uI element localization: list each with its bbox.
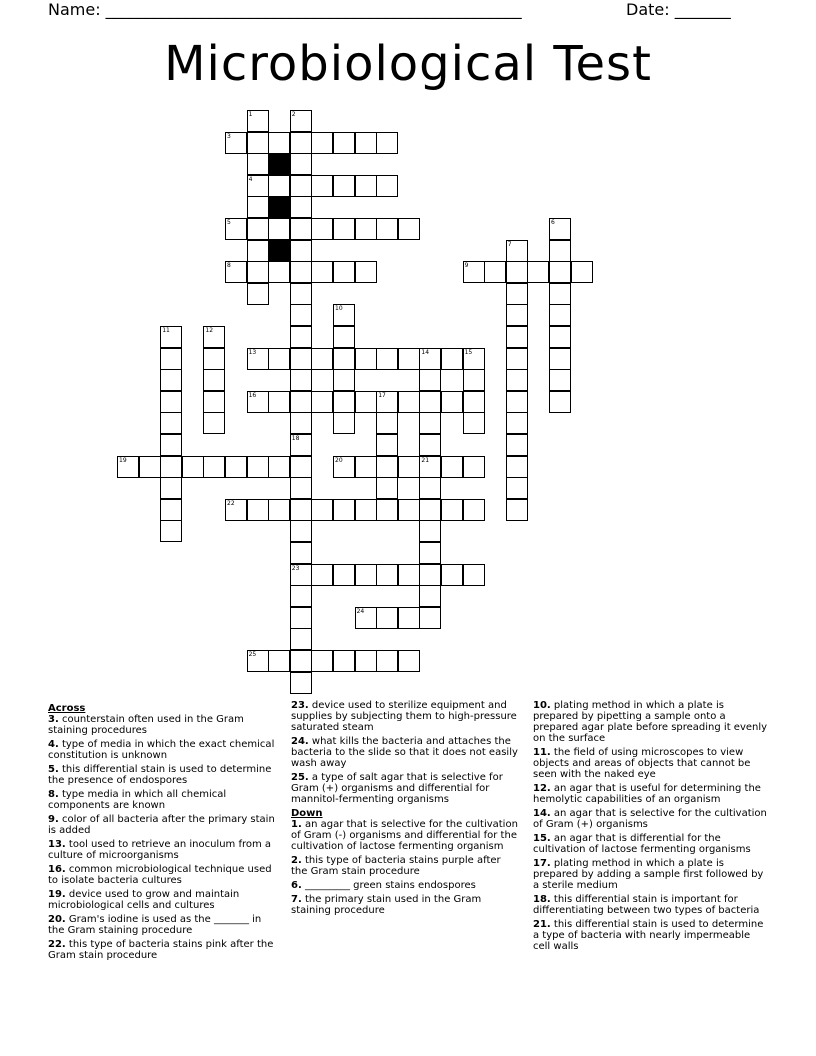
crossword-cell[interactable] (506, 283, 528, 305)
crossword-cell[interactable] (333, 391, 355, 413)
clue-number: 16. (48, 864, 66, 875)
cell-number: 19 (119, 456, 127, 464)
cell-number: 13 (248, 348, 257, 356)
crossword-cell[interactable] (419, 542, 441, 564)
clue-text: an agar that is selective for the cultivation of Gram (+) organisms (533, 808, 767, 830)
crossword-cell[interactable] (333, 650, 355, 672)
crossword-cell[interactable] (160, 456, 182, 478)
crossword-cell[interactable] (333, 132, 355, 154)
clue-item (533, 858, 769, 891)
crossword-cell[interactable] (398, 218, 420, 240)
crossword-cell[interactable] (376, 564, 398, 586)
cell-number: 9 (464, 262, 469, 270)
crossword-cell[interactable] (268, 218, 290, 240)
clue-text: an agar that is selective for the cultivation of Gram (-) organisms and differential for the cultivation of lactose fermenting organism (291, 819, 518, 852)
crossword-cell[interactable] (311, 348, 333, 370)
clue-number: 22. (48, 939, 66, 950)
clue-text: the field of using microscopes to view objects and areas of objects that cannot be seen with the naked eye (533, 747, 751, 780)
crossword-cell[interactable] (247, 175, 269, 197)
crossword-cell[interactable] (419, 348, 441, 370)
clue-number: 5. (48, 764, 59, 775)
clue-item (48, 939, 276, 961)
crossword-cell[interactable] (311, 391, 333, 413)
crossword-cell[interactable] (355, 456, 377, 478)
clue-item (533, 894, 769, 916)
clue-text: color of all bacteria after the primary stain is added (48, 814, 275, 836)
crossword-cell[interactable] (333, 304, 355, 326)
crossword-cell[interactable] (290, 175, 312, 197)
clue-text: tool used to retrieve an inoculum from a culture of microorganisms (48, 839, 272, 861)
crossword-cell[interactable] (290, 304, 312, 326)
crossword-cell[interactable] (290, 434, 312, 456)
crossword-cell[interactable] (506, 261, 528, 283)
crossword-block (268, 240, 290, 262)
clue-number: 8. (48, 789, 59, 800)
crossword-cell[interactable] (247, 110, 269, 132)
crossword-cell[interactable] (419, 520, 441, 542)
cell-number: 8 (227, 262, 231, 270)
cell-number: 5 (227, 219, 231, 226)
date-field-label[interactable]: Date: _______ (626, 0, 731, 19)
clue-number: 25. (291, 772, 309, 783)
crossword-cell[interactable] (355, 607, 377, 629)
crossword-cell[interactable] (484, 261, 506, 283)
crossword-cell[interactable] (290, 499, 312, 521)
crossword-cell[interactable] (225, 132, 247, 154)
crossword-cell[interactable] (463, 348, 485, 370)
crossword-cell[interactable] (160, 391, 182, 413)
crossword-cell[interactable] (398, 564, 420, 586)
crossword-cell[interactable] (290, 218, 312, 240)
crossword-cell[interactable] (506, 477, 528, 499)
crossword-cell[interactable] (225, 499, 247, 521)
clue-item (48, 814, 276, 836)
crossword-cell[interactable] (311, 499, 333, 521)
crossword-cell[interactable] (268, 499, 290, 521)
crossword-cell[interactable] (398, 607, 420, 629)
crossword-cell[interactable] (203, 412, 225, 434)
crossword-cell[interactable] (247, 153, 269, 175)
crossword-cell[interactable] (506, 456, 528, 478)
crossword-cell[interactable] (549, 348, 571, 370)
clue-item (291, 819, 519, 852)
crossword-cell[interactable] (160, 348, 182, 370)
cell-number: 10 (335, 305, 343, 313)
crossword-cell[interactable] (290, 672, 312, 694)
crossword-cell[interactable] (311, 132, 333, 154)
crossword-cell[interactable] (376, 218, 398, 240)
crossword-cell[interactable] (247, 132, 269, 154)
crossword-cell[interactable] (290, 607, 312, 629)
crossword-cell[interactable] (549, 304, 571, 326)
crossword-cell[interactable] (463, 369, 485, 391)
crossword-cell[interactable] (268, 348, 290, 370)
crossword-cell[interactable] (268, 261, 290, 283)
clue-item (533, 783, 769, 805)
clue-item (291, 880, 519, 891)
crossword-cell[interactable] (290, 261, 312, 283)
crossword-cell[interactable] (463, 391, 485, 413)
crossword-cell[interactable] (355, 218, 377, 240)
crossword-cell[interactable] (333, 326, 355, 348)
crossword-cell[interactable] (506, 348, 528, 370)
crossword-cell[interactable] (333, 499, 355, 521)
clue-item (291, 772, 519, 805)
crossword-cell[interactable] (290, 542, 312, 564)
clue-text: this type of bacteria stains purple after the Gram stain procedure (291, 855, 501, 877)
cell-number: 7 (507, 240, 512, 248)
cell-number: 16 (248, 391, 257, 399)
clue-text: this differential stain is important for differentiating between two types of bacteria (533, 894, 760, 916)
cell-number: 20 (335, 456, 343, 464)
crossword-cell[interactable] (268, 132, 290, 154)
clue-text: _________ green stains endospores (304, 880, 476, 891)
crossword-cell[interactable] (355, 564, 377, 586)
crossword-cell[interactable] (376, 132, 398, 154)
clue-item (533, 833, 769, 855)
crossword-cell[interactable] (290, 456, 312, 478)
cell-number: 24 (356, 607, 365, 615)
clue-number: 20. (48, 914, 66, 925)
crossword-cell[interactable] (419, 477, 441, 499)
clue-text: device used to grow and maintain microbiological cells and cultures (48, 889, 240, 911)
crossword-cell[interactable] (419, 391, 441, 413)
clue-number: 14. (533, 808, 551, 819)
crossword-cell[interactable] (290, 240, 312, 262)
crossword-cell[interactable] (247, 348, 269, 370)
crossword-cell[interactable] (463, 499, 485, 521)
crossword-cell[interactable] (225, 456, 247, 478)
clue-number: 10. (533, 700, 551, 711)
crossword-cell[interactable] (311, 261, 333, 283)
crossword-cell[interactable] (290, 153, 312, 175)
crossword-cell[interactable] (139, 456, 161, 478)
clue-text: this differential stain is used to determine a type of bacteria with nearly impermeable cell walls (533, 919, 764, 952)
crossword-cell[interactable] (225, 261, 247, 283)
crossword-cell[interactable] (333, 261, 355, 283)
crossword-cell[interactable] (290, 110, 312, 132)
crossword-cell[interactable] (441, 499, 463, 521)
clue-number: 13. (48, 839, 66, 850)
crossword-cell[interactable] (355, 650, 377, 672)
crossword-cell[interactable] (160, 477, 182, 499)
crossword-cell[interactable] (419, 585, 441, 607)
crossword-cell[interactable] (398, 348, 420, 370)
clue-text: Gram's iodine is used as the _______ in the Gram staining procedure (48, 914, 262, 936)
crossword-cell[interactable] (419, 412, 441, 434)
crossword-cell[interactable] (203, 369, 225, 391)
crossword-cell[interactable] (333, 218, 355, 240)
crossword-cell[interactable] (311, 564, 333, 586)
crossword-cell[interactable] (203, 348, 225, 370)
cell-number: 3 (227, 132, 231, 140)
crossword-cell[interactable] (506, 499, 528, 521)
crossword-cell[interactable] (333, 564, 355, 586)
crossword-cell[interactable] (376, 607, 398, 629)
crossword-cell[interactable] (203, 326, 225, 348)
crossword-cell[interactable] (333, 456, 355, 478)
clues-column-3 (533, 700, 769, 955)
crossword-cell[interactable] (160, 326, 182, 348)
clue-number: 21. (533, 919, 551, 930)
crossword-cell[interactable] (203, 456, 225, 478)
crossword-cell[interactable] (225, 218, 247, 240)
clue-text: plating method in which a plate is prepared by adding a sample first followed by a sterile medium (533, 858, 764, 891)
crossword-cell[interactable] (333, 369, 355, 391)
clue-text: common microbiological technique used to isolate bacteria cultures (48, 864, 272, 886)
crossword-cell[interactable] (355, 391, 377, 413)
down-heading: Down (291, 808, 323, 819)
clue-number: 18. (533, 894, 551, 905)
cell-number: 22 (227, 499, 235, 507)
clue-number: 12. (533, 783, 551, 794)
crossword-cell[interactable] (247, 283, 269, 305)
crossword-cell[interactable] (290, 196, 312, 218)
crossword-cell[interactable] (376, 650, 398, 672)
clue-item (533, 700, 769, 744)
crossword-cell[interactable] (355, 175, 377, 197)
clue-item (48, 764, 276, 786)
crossword-cell[interactable] (419, 564, 441, 586)
crossword-cell[interactable] (506, 434, 528, 456)
clue-number: 24. (291, 736, 309, 747)
crossword-cell[interactable] (376, 434, 398, 456)
crossword-cell[interactable] (247, 240, 269, 262)
cell-number: 23 (291, 564, 300, 572)
crossword-cell[interactable] (290, 391, 312, 413)
crossword-cell[interactable] (355, 132, 377, 154)
crossword-cell[interactable] (419, 499, 441, 521)
clue-text: type of media in which the exact chemical constitution is unknown (48, 739, 275, 761)
crossword-cell[interactable] (463, 456, 485, 478)
name-field-label[interactable]: Name: ____________________________________________________ (48, 0, 522, 19)
crossword-cell[interactable] (117, 456, 139, 478)
clue-number: 15. (533, 833, 551, 844)
clue-number: 23. (291, 700, 309, 711)
crossword-cell[interactable] (290, 564, 312, 586)
crossword-cell[interactable] (160, 434, 182, 456)
clue-number: 17. (533, 858, 551, 869)
clue-text: a type of salt agar that is selective for Gram (+) organisms and differential for mannitol-fermenting organisms (291, 772, 503, 805)
clue-item (533, 808, 769, 830)
crossword-cell[interactable] (182, 456, 204, 478)
crossword-cell[interactable] (355, 261, 377, 283)
cell-number: 25 (248, 651, 257, 658)
clue-item (48, 889, 276, 911)
across-heading: Across (48, 703, 86, 714)
crossword-cell[interactable] (463, 261, 485, 283)
crossword-cell[interactable] (506, 412, 528, 434)
clue-text: device used to sterilize equipment and supplies by subjecting them to high-pressure saturated steam (291, 700, 517, 733)
crossword-cell[interactable] (549, 391, 571, 413)
crossword-cell[interactable] (527, 261, 549, 283)
crossword-cell[interactable] (376, 175, 398, 197)
cell-number: 2 (291, 111, 296, 118)
crossword-cell[interactable] (441, 391, 463, 413)
crossword-cell[interactable] (290, 369, 312, 391)
crossword-cell[interactable] (333, 175, 355, 197)
crossword-cell[interactable] (355, 348, 377, 370)
crossword-cell[interactable] (160, 369, 182, 391)
clue-number: 2. (291, 855, 302, 866)
crossword-cell[interactable] (290, 326, 312, 348)
crossword-block (268, 153, 290, 175)
crossword-cell[interactable] (376, 477, 398, 499)
crossword-cell[interactable] (571, 261, 593, 283)
crossword-cell[interactable] (311, 650, 333, 672)
crossword-cell[interactable] (419, 607, 441, 629)
crossword-cell[interactable] (311, 218, 333, 240)
clue-number: 11. (533, 747, 551, 758)
clue-text: this differential stain is used to determine the presence of endospores (48, 764, 272, 786)
clue-item (533, 919, 769, 952)
crossword-cell[interactable] (463, 412, 485, 434)
crossword-cell[interactable] (290, 412, 312, 434)
clue-item (291, 736, 519, 769)
page-title: Microbiological Test (164, 36, 652, 92)
clue-item (48, 864, 276, 886)
crossword-cell[interactable] (549, 369, 571, 391)
clue-item (48, 839, 276, 861)
crossword-cell[interactable] (506, 304, 528, 326)
crossword-block (268, 196, 290, 218)
crossword-cell[interactable] (549, 240, 571, 262)
crossword-cell[interactable] (376, 499, 398, 521)
crossword-cell[interactable] (398, 650, 420, 672)
clue-text: plating method in which a plate is prepared by pipetting a sample onto a prepared agar plate before spreading it evenly on the surface (533, 700, 768, 744)
clue-number: 4. (48, 739, 59, 750)
clue-text: this type of bacteria stains pink after the Gram stain procedure (48, 939, 274, 961)
crossword-cell[interactable] (441, 564, 463, 586)
crossword-cell[interactable] (268, 456, 290, 478)
crossword-cell[interactable] (398, 456, 420, 478)
clue-number: 1. (291, 819, 302, 830)
crossword-cell[interactable] (441, 456, 463, 478)
crossword-cell[interactable] (290, 650, 312, 672)
crossword-cell[interactable] (247, 261, 269, 283)
crossword-cell[interactable] (549, 283, 571, 305)
crossword-cell[interactable] (549, 218, 571, 240)
cell-number: 14 (421, 348, 430, 356)
clue-item (291, 700, 519, 733)
crossword-cell[interactable] (398, 391, 420, 413)
crossword-cell[interactable] (160, 412, 182, 434)
clue-item (533, 747, 769, 780)
crossword-cell[interactable] (290, 477, 312, 499)
crossword-cell[interactable] (506, 391, 528, 413)
cell-number: 18 (291, 435, 300, 442)
crossword-cell[interactable] (247, 391, 269, 413)
crossword-cell[interactable] (247, 650, 269, 672)
crossword-cell[interactable] (160, 499, 182, 521)
clue-item (48, 739, 276, 761)
crossword-cell[interactable] (290, 132, 312, 154)
clue-number: 19. (48, 889, 66, 900)
cell-number: 15 (464, 348, 473, 356)
crossword-cell[interactable] (247, 456, 269, 478)
crossword-cell[interactable] (268, 175, 290, 197)
crossword-cell[interactable] (247, 499, 269, 521)
crossword-cell[interactable] (290, 585, 312, 607)
clue-number: 3. (48, 714, 59, 725)
cell-number: 12 (205, 327, 214, 334)
clue-item (48, 789, 276, 811)
crossword-cell[interactable] (268, 650, 290, 672)
crossword-cell[interactable] (290, 520, 312, 542)
crossword-cell[interactable] (290, 628, 312, 650)
crossword-cell[interactable] (419, 369, 441, 391)
crossword-cell[interactable] (333, 348, 355, 370)
crossword-cell[interactable] (333, 412, 355, 434)
crossword-cell[interactable] (376, 456, 398, 478)
crossword-cell[interactable] (247, 218, 269, 240)
clue-text: counterstain often used in the Gram staining procedures (48, 714, 244, 736)
cell-number: 6 (551, 219, 555, 226)
clue-text: an agar that is useful for determining the hemolytic capabilities of an organism (533, 783, 761, 805)
clue-text: the primary stain used in the Gram staining procedure (291, 894, 482, 916)
cell-number: 1 (248, 111, 253, 118)
crossword-cell[interactable] (506, 326, 528, 348)
cell-number: 17 (378, 391, 386, 399)
crossword-cell[interactable] (441, 348, 463, 370)
cell-number: 21 (421, 456, 430, 464)
crossword-cell[interactable] (463, 564, 485, 586)
crossword-cell[interactable] (376, 412, 398, 434)
clue-item (291, 855, 519, 877)
clue-number: 9. (48, 814, 59, 825)
crossword-cell[interactable] (419, 456, 441, 478)
crossword-cell[interactable] (376, 391, 398, 413)
clue-number: 6. (291, 880, 302, 891)
clue-item (48, 714, 276, 736)
crossword-cell[interactable] (506, 240, 528, 262)
crossword-cell[interactable] (506, 369, 528, 391)
crossword-cell[interactable] (290, 348, 312, 370)
crossword-cell[interactable] (268, 391, 290, 413)
crossword-cell[interactable] (549, 261, 571, 283)
crossword-cell[interactable] (549, 326, 571, 348)
crossword-cell[interactable] (376, 348, 398, 370)
crossword-cell[interactable] (398, 499, 420, 521)
clue-text: type media in which all chemical components are known (48, 789, 227, 811)
clues-column-2 (291, 700, 519, 919)
crossword-cell[interactable] (311, 175, 333, 197)
cell-number: 4 (248, 175, 253, 183)
clue-text: an agar that is differential for the cultivation of lactose fermenting organisms (533, 833, 751, 855)
crossword-cell[interactable] (247, 196, 269, 218)
clue-item (291, 894, 519, 916)
clue-number: 7. (291, 894, 302, 905)
crossword-cell[interactable] (419, 434, 441, 456)
crossword-cell[interactable] (290, 283, 312, 305)
crossword-cell[interactable] (160, 520, 182, 542)
clue-text: what kills the bacteria and attaches the bacteria to the slide so that it does not easily wash away (291, 736, 518, 769)
cell-number: 11 (162, 327, 170, 334)
clue-item (48, 914, 276, 936)
crossword-cell[interactable] (355, 499, 377, 521)
crossword-cell[interactable] (203, 391, 225, 413)
clues-column-1 (48, 700, 276, 964)
